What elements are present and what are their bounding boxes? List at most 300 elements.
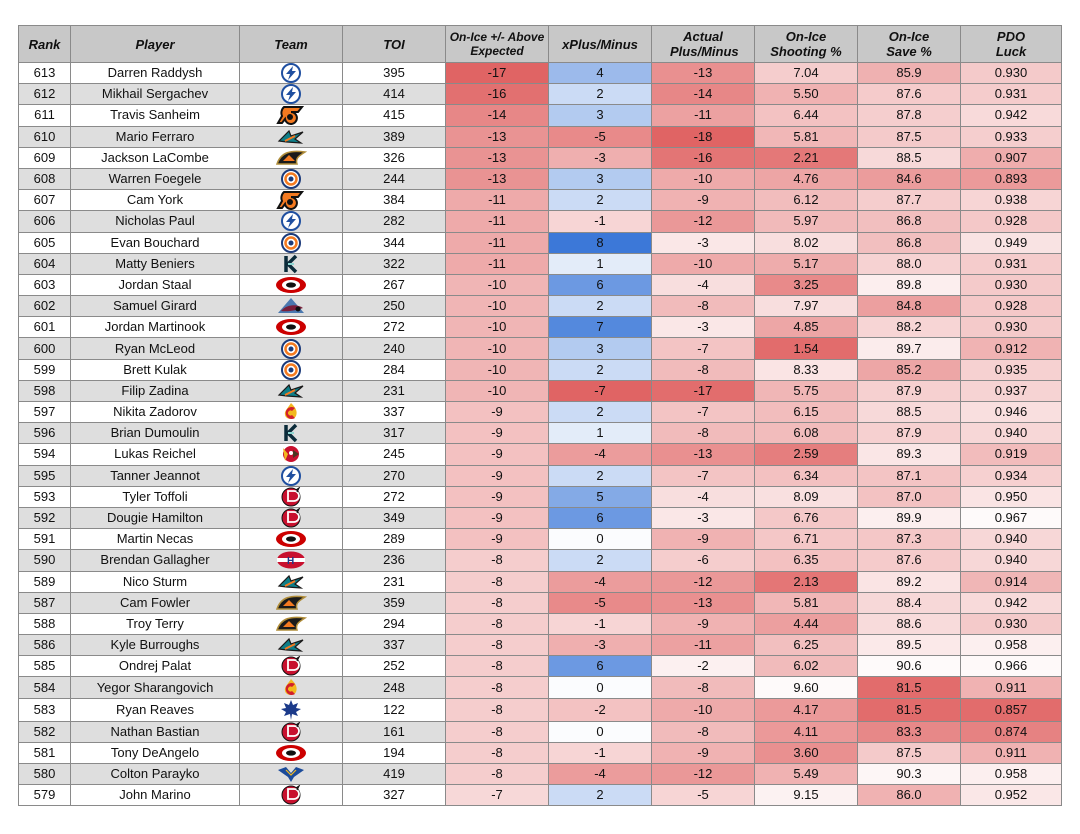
xplus-minus-cell: 2	[549, 465, 652, 486]
above-expected-cell: -9	[446, 402, 549, 423]
above-expected-cell: -9	[446, 507, 549, 528]
on-ice-save-cell: 85.2	[858, 359, 961, 380]
xplus-minus-cell: 2	[549, 402, 652, 423]
toi-cell: 240	[343, 338, 446, 359]
pdo-luck-cell: 0.933	[961, 126, 1062, 147]
player-name-cell: Travis Sanheim	[71, 105, 240, 126]
on-ice-shooting-cell: 2.13	[755, 571, 858, 592]
on-ice-save-cell: 88.6	[858, 613, 961, 634]
team-logo-cell	[240, 211, 343, 232]
on-ice-shooting-cell: 6.25	[755, 635, 858, 656]
table-row	[19, 317, 1062, 338]
team-logo-cell	[240, 84, 343, 105]
actual-plus-minus-cell: -10	[652, 253, 755, 274]
actual-plus-minus-cell: -7	[652, 402, 755, 423]
pdo-luck-cell: 0.930	[961, 63, 1062, 84]
svg-text:H: H	[287, 556, 295, 568]
actual-plus-minus-cell: -13	[652, 444, 755, 465]
xplus-minus-cell: 2	[549, 359, 652, 380]
rank-cell: 585	[19, 656, 71, 677]
on-ice-shooting-cell: 6.02	[755, 656, 858, 677]
player-name-cell: Ondrej Palat	[71, 656, 240, 677]
devils-logo-icon	[240, 656, 342, 676]
player-name-cell: Mikhail Sergachev	[71, 84, 240, 105]
pdo-luck-cell: 0.931	[961, 84, 1062, 105]
player-name-cell: Ryan Reaves	[71, 698, 240, 721]
rank-cell: 588	[19, 613, 71, 634]
xplus-minus-cell: 1	[549, 253, 652, 274]
ducks-logo-icon	[240, 148, 342, 168]
team-logo-cell	[240, 147, 343, 168]
ducks-logo-icon	[240, 593, 342, 613]
toi-cell: 337	[343, 402, 446, 423]
rank-cell: 607	[19, 190, 71, 211]
sharks-logo-icon	[240, 572, 342, 592]
xplus-minus-cell: 0	[549, 677, 652, 698]
pdo-luck-cell: 0.966	[961, 656, 1062, 677]
on-ice-shooting-cell: 5.50	[755, 84, 858, 105]
maple-leafs-logo-icon	[240, 699, 342, 721]
table-row	[19, 105, 1062, 126]
rank-cell: 592	[19, 507, 71, 528]
rank-cell: 610	[19, 126, 71, 147]
rank-cell: 606	[19, 211, 71, 232]
toi-cell: 395	[343, 63, 446, 84]
sharks-logo-icon	[240, 381, 342, 401]
xplus-minus-cell: 3	[549, 338, 652, 359]
rank-cell: 600	[19, 338, 71, 359]
above-expected-cell: -10	[446, 338, 549, 359]
flames-logo-icon	[240, 678, 342, 698]
above-expected-cell: -14	[446, 105, 549, 126]
toi-cell: 327	[343, 785, 446, 806]
player-name-cell: Samuel Girard	[71, 296, 240, 317]
above-expected-cell: -9	[446, 529, 549, 550]
above-expected-cell: -8	[446, 592, 549, 613]
on-ice-shooting-cell: 6.34	[755, 465, 858, 486]
xplus-minus-cell: -3	[549, 147, 652, 168]
above-expected-cell: -8	[446, 677, 549, 698]
table-row	[19, 635, 1062, 656]
flyers-logo-icon	[240, 190, 342, 210]
player-name-cell: Nicholas Paul	[71, 211, 240, 232]
team-logo-cell	[240, 126, 343, 147]
sharks-logo-icon	[240, 127, 342, 147]
above-expected-cell: -9	[446, 486, 549, 507]
header-on-ice-save[interactable]: On-Ice Save %	[858, 26, 961, 63]
on-ice-shooting-cell: 6.15	[755, 402, 858, 423]
xplus-minus-cell: -4	[549, 764, 652, 785]
toi-cell: 248	[343, 677, 446, 698]
on-ice-shooting-cell: 5.17	[755, 253, 858, 274]
actual-plus-minus-cell: -11	[652, 635, 755, 656]
xplus-minus-cell: 0	[549, 721, 652, 742]
actual-plus-minus-cell: -18	[652, 126, 755, 147]
toi-cell: 349	[343, 507, 446, 528]
toi-cell: 236	[343, 550, 446, 571]
rank-cell: 583	[19, 698, 71, 721]
actual-plus-minus-cell: -13	[652, 63, 755, 84]
devils-logo-icon	[240, 785, 342, 805]
team-logo-cell	[240, 742, 343, 763]
hurricanes-logo-icon	[240, 743, 342, 763]
actual-plus-minus-cell: -6	[652, 550, 755, 571]
xplus-minus-cell: -4	[549, 444, 652, 465]
oilers-logo-icon	[240, 339, 342, 359]
on-ice-save-cell: 89.9	[858, 507, 961, 528]
toi-cell: 326	[343, 147, 446, 168]
on-ice-save-cell: 88.5	[858, 147, 961, 168]
rank-cell: 581	[19, 742, 71, 763]
team-logo-cell	[240, 486, 343, 507]
on-ice-shooting-cell: 1.54	[755, 338, 858, 359]
on-ice-shooting-cell: 4.44	[755, 613, 858, 634]
team-logo-cell	[240, 63, 343, 84]
toi-cell: 244	[343, 168, 446, 189]
player-name-cell: Cam York	[71, 190, 240, 211]
player-name-cell: Nathan Bastian	[71, 721, 240, 742]
on-ice-shooting-cell: 2.21	[755, 147, 858, 168]
player-name-cell: Nico Sturm	[71, 571, 240, 592]
table-row	[19, 359, 1062, 380]
team-logo-cell	[240, 656, 343, 677]
table-row	[19, 613, 1062, 634]
on-ice-shooting-cell: 7.97	[755, 296, 858, 317]
on-ice-shooting-cell: 8.09	[755, 486, 858, 507]
player-stats-table	[18, 25, 1062, 806]
player-name-cell: Jordan Staal	[71, 274, 240, 295]
sharks-logo-icon	[240, 635, 342, 655]
on-ice-save-cell: 88.2	[858, 317, 961, 338]
on-ice-save-cell: 90.3	[858, 764, 961, 785]
team-logo-cell	[240, 592, 343, 613]
header-actual-plus-minus[interactable]: Actual Plus/Minus	[652, 26, 755, 63]
table-row	[19, 507, 1062, 528]
pdo-luck-cell: 0.950	[961, 486, 1062, 507]
toi-cell: 415	[343, 105, 446, 126]
xplus-minus-cell: -1	[549, 613, 652, 634]
pdo-luck-cell: 0.938	[961, 190, 1062, 211]
pdo-luck-cell: 0.912	[961, 338, 1062, 359]
on-ice-save-cell: 89.3	[858, 444, 961, 465]
on-ice-shooting-cell: 5.75	[755, 380, 858, 401]
pdo-luck-cell: 0.914	[961, 571, 1062, 592]
rank-cell: 580	[19, 764, 71, 785]
pdo-luck-cell: 0.857	[961, 698, 1062, 721]
on-ice-save-cell: 87.5	[858, 126, 961, 147]
lightning-logo-icon	[240, 84, 342, 104]
actual-plus-minus-cell: -7	[652, 465, 755, 486]
above-expected-cell: -10	[446, 359, 549, 380]
table-row	[19, 721, 1062, 742]
pdo-luck-cell: 0.931	[961, 253, 1062, 274]
toi-cell: 194	[343, 742, 446, 763]
xplus-minus-cell: 5	[549, 486, 652, 507]
actual-plus-minus-cell: -9	[652, 190, 755, 211]
on-ice-shooting-cell: 6.44	[755, 105, 858, 126]
rank-cell: 586	[19, 635, 71, 656]
hurricanes-logo-icon	[240, 529, 342, 549]
toi-cell: 337	[343, 635, 446, 656]
above-expected-cell: -10	[446, 317, 549, 338]
table-row	[19, 465, 1062, 486]
team-logo-cell	[240, 785, 343, 806]
player-name-cell: Matty Beniers	[71, 253, 240, 274]
rank-cell: 582	[19, 721, 71, 742]
above-expected-cell: -11	[446, 211, 549, 232]
actual-plus-minus-cell: -12	[652, 571, 755, 592]
actual-plus-minus-cell: -2	[652, 656, 755, 677]
toi-cell: 231	[343, 380, 446, 401]
on-ice-save-cell: 84.8	[858, 296, 961, 317]
table-row	[19, 380, 1062, 401]
toi-cell: 250	[343, 296, 446, 317]
team-logo-cell	[240, 571, 343, 592]
above-expected-cell: -9	[446, 423, 549, 444]
table-row	[19, 168, 1062, 189]
header-team[interactable]: Team	[240, 26, 343, 63]
team-logo-cell	[240, 253, 343, 274]
devils-logo-icon	[240, 508, 342, 528]
table-row	[19, 63, 1062, 84]
pdo-luck-cell: 0.919	[961, 444, 1062, 465]
toi-cell: 231	[343, 571, 446, 592]
actual-plus-minus-cell: -17	[652, 380, 755, 401]
actual-plus-minus-cell: -8	[652, 721, 755, 742]
rank-cell: 596	[19, 423, 71, 444]
rank-cell: 611	[19, 105, 71, 126]
xplus-minus-cell: 8	[549, 232, 652, 253]
toi-cell: 389	[343, 126, 446, 147]
above-expected-cell: -16	[446, 84, 549, 105]
pdo-luck-cell: 0.911	[961, 742, 1062, 763]
actual-plus-minus-cell: -8	[652, 359, 755, 380]
rank-cell: 584	[19, 677, 71, 698]
on-ice-save-cell: 87.9	[858, 380, 961, 401]
player-name-cell: Brendan Gallagher	[71, 550, 240, 571]
actual-plus-minus-cell: -8	[652, 296, 755, 317]
header-toi[interactable]: TOI	[343, 26, 446, 63]
blues-logo-icon	[240, 764, 342, 784]
above-expected-cell: -8	[446, 656, 549, 677]
actual-plus-minus-cell: -4	[652, 274, 755, 295]
xplus-minus-cell: 2	[549, 785, 652, 806]
player-name-cell: Lukas Reichel	[71, 444, 240, 465]
on-ice-shooting-cell: 4.11	[755, 721, 858, 742]
kraken-logo-icon	[240, 423, 342, 443]
above-expected-cell: -8	[446, 571, 549, 592]
on-ice-shooting-cell: 2.59	[755, 444, 858, 465]
team-logo-cell	[240, 338, 343, 359]
pdo-luck-cell: 0.930	[961, 274, 1062, 295]
canadiens-logo-icon	[240, 550, 342, 570]
xplus-minus-cell: -5	[549, 126, 652, 147]
on-ice-save-cell: 89.8	[858, 274, 961, 295]
actual-plus-minus-cell: -9	[652, 742, 755, 763]
toi-cell: 282	[343, 211, 446, 232]
above-expected-cell: -13	[446, 147, 549, 168]
team-logo-cell	[240, 444, 343, 465]
rank-cell: 595	[19, 465, 71, 486]
above-expected-cell: -8	[446, 721, 549, 742]
xplus-minus-cell: 6	[549, 656, 652, 677]
actual-plus-minus-cell: -4	[652, 486, 755, 507]
table-row	[19, 698, 1062, 721]
xplus-minus-cell: 6	[549, 274, 652, 295]
team-logo-cell	[240, 423, 343, 444]
actual-plus-minus-cell: -3	[652, 232, 755, 253]
table-row	[19, 677, 1062, 698]
on-ice-shooting-cell: 6.76	[755, 507, 858, 528]
table-body	[19, 63, 1062, 806]
player-name-cell: Tony DeAngelo	[71, 742, 240, 763]
actual-plus-minus-cell: -10	[652, 168, 755, 189]
flames-logo-icon	[240, 402, 342, 422]
on-ice-save-cell: 86.0	[858, 785, 961, 806]
lightning-logo-icon	[240, 63, 342, 83]
pdo-luck-cell: 0.937	[961, 380, 1062, 401]
on-ice-shooting-cell: 4.85	[755, 317, 858, 338]
table-row	[19, 592, 1062, 613]
on-ice-save-cell: 81.5	[858, 677, 961, 698]
team-logo-cell	[240, 465, 343, 486]
on-ice-shooting-cell: 8.33	[755, 359, 858, 380]
on-ice-save-cell: 88.0	[858, 253, 961, 274]
pdo-luck-cell: 0.907	[961, 147, 1062, 168]
rank-cell: 604	[19, 253, 71, 274]
hurricanes-logo-icon	[240, 317, 342, 337]
xplus-minus-cell: -5	[549, 592, 652, 613]
player-name-cell: Dougie Hamilton	[71, 507, 240, 528]
pdo-luck-cell: 0.934	[961, 465, 1062, 486]
xplus-minus-cell: 2	[549, 84, 652, 105]
toi-cell: 272	[343, 486, 446, 507]
pdo-luck-cell: 0.935	[961, 359, 1062, 380]
xplus-minus-cell: 7	[549, 317, 652, 338]
player-name-cell: Darren Raddysh	[71, 63, 240, 84]
flyers-logo-icon	[240, 105, 342, 125]
on-ice-save-cell: 85.9	[858, 63, 961, 84]
actual-plus-minus-cell: -12	[652, 764, 755, 785]
header-player[interactable]: Player	[71, 26, 240, 63]
on-ice-shooting-cell: 5.49	[755, 764, 858, 785]
header-xplus-minus[interactable]: xPlus/Minus	[549, 26, 652, 63]
oilers-logo-icon	[240, 233, 342, 253]
table-row	[19, 742, 1062, 763]
above-expected-cell: -9	[446, 444, 549, 465]
above-expected-cell: -8	[446, 742, 549, 763]
devils-logo-icon	[240, 487, 342, 507]
on-ice-save-cell: 87.7	[858, 190, 961, 211]
on-ice-save-cell: 87.8	[858, 105, 961, 126]
header-rank[interactable]: Rank	[19, 26, 71, 63]
pdo-luck-cell: 0.946	[961, 402, 1062, 423]
actual-plus-minus-cell: -9	[652, 613, 755, 634]
actual-plus-minus-cell: -9	[652, 529, 755, 550]
table-row	[19, 126, 1062, 147]
table-row	[19, 232, 1062, 253]
toi-cell: 161	[343, 721, 446, 742]
header-pdo-luck[interactable]: PDO Luck	[961, 26, 1062, 63]
on-ice-save-cell: 83.3	[858, 721, 961, 742]
rank-cell: 591	[19, 529, 71, 550]
on-ice-save-cell: 87.0	[858, 486, 961, 507]
on-ice-shooting-cell: 8.02	[755, 232, 858, 253]
on-ice-save-cell: 81.5	[858, 698, 961, 721]
above-expected-cell: -8	[446, 550, 549, 571]
pdo-luck-cell: 0.958	[961, 764, 1062, 785]
actual-plus-minus-cell: -11	[652, 105, 755, 126]
player-name-cell: Kyle Burroughs	[71, 635, 240, 656]
team-logo-cell	[240, 635, 343, 656]
pdo-luck-cell: 0.893	[961, 168, 1062, 189]
above-expected-cell: -8	[446, 764, 549, 785]
on-ice-save-cell: 90.6	[858, 656, 961, 677]
on-ice-save-cell: 87.5	[858, 742, 961, 763]
actual-plus-minus-cell: -12	[652, 211, 755, 232]
actual-plus-minus-cell: -5	[652, 785, 755, 806]
xplus-minus-cell: 3	[549, 168, 652, 189]
above-expected-cell: -17	[446, 63, 549, 84]
devils-logo-icon	[240, 722, 342, 742]
avalanche-logo-icon	[240, 296, 342, 316]
team-logo-cell	[240, 105, 343, 126]
on-ice-save-cell: 89.7	[858, 338, 961, 359]
on-ice-save-cell: 87.3	[858, 529, 961, 550]
table-row	[19, 571, 1062, 592]
pdo-luck-cell: 0.940	[961, 423, 1062, 444]
rank-cell: 597	[19, 402, 71, 423]
on-ice-shooting-cell: 3.60	[755, 742, 858, 763]
xplus-minus-cell: 6	[549, 507, 652, 528]
toi-cell: 359	[343, 592, 446, 613]
table-row	[19, 764, 1062, 785]
on-ice-save-cell: 89.2	[858, 571, 961, 592]
oilers-logo-icon	[240, 169, 342, 189]
header-on-ice-shooting[interactable]: On-Ice Shooting %	[755, 26, 858, 63]
toi-cell: 270	[343, 465, 446, 486]
player-name-cell: Jordan Martinook	[71, 317, 240, 338]
above-expected-cell: -10	[446, 274, 549, 295]
table-row	[19, 550, 1062, 571]
xplus-minus-cell: 2	[549, 550, 652, 571]
table-row	[19, 402, 1062, 423]
team-logo-cell	[240, 190, 343, 211]
header-above-expected[interactable]: On-Ice +/- Above Expected	[446, 26, 549, 63]
actual-plus-minus-cell: -14	[652, 84, 755, 105]
blackhawks-logo-icon	[240, 444, 342, 464]
above-expected-cell: -10	[446, 380, 549, 401]
player-name-cell: Ryan McLeod	[71, 338, 240, 359]
table-row	[19, 423, 1062, 444]
table-row	[19, 211, 1062, 232]
toi-cell: 289	[343, 529, 446, 550]
actual-plus-minus-cell: -16	[652, 147, 755, 168]
ducks-logo-icon	[240, 614, 342, 634]
table-row	[19, 253, 1062, 274]
on-ice-save-cell: 86.8	[858, 232, 961, 253]
player-name-cell: Warren Foegele	[71, 168, 240, 189]
on-ice-shooting-cell: 4.17	[755, 698, 858, 721]
on-ice-save-cell: 88.5	[858, 402, 961, 423]
on-ice-shooting-cell: 6.08	[755, 423, 858, 444]
team-logo-cell	[240, 550, 343, 571]
pdo-luck-cell: 0.958	[961, 635, 1062, 656]
team-logo-cell	[240, 764, 343, 785]
pdo-luck-cell: 0.928	[961, 211, 1062, 232]
toi-cell: 252	[343, 656, 446, 677]
rank-cell: 601	[19, 317, 71, 338]
